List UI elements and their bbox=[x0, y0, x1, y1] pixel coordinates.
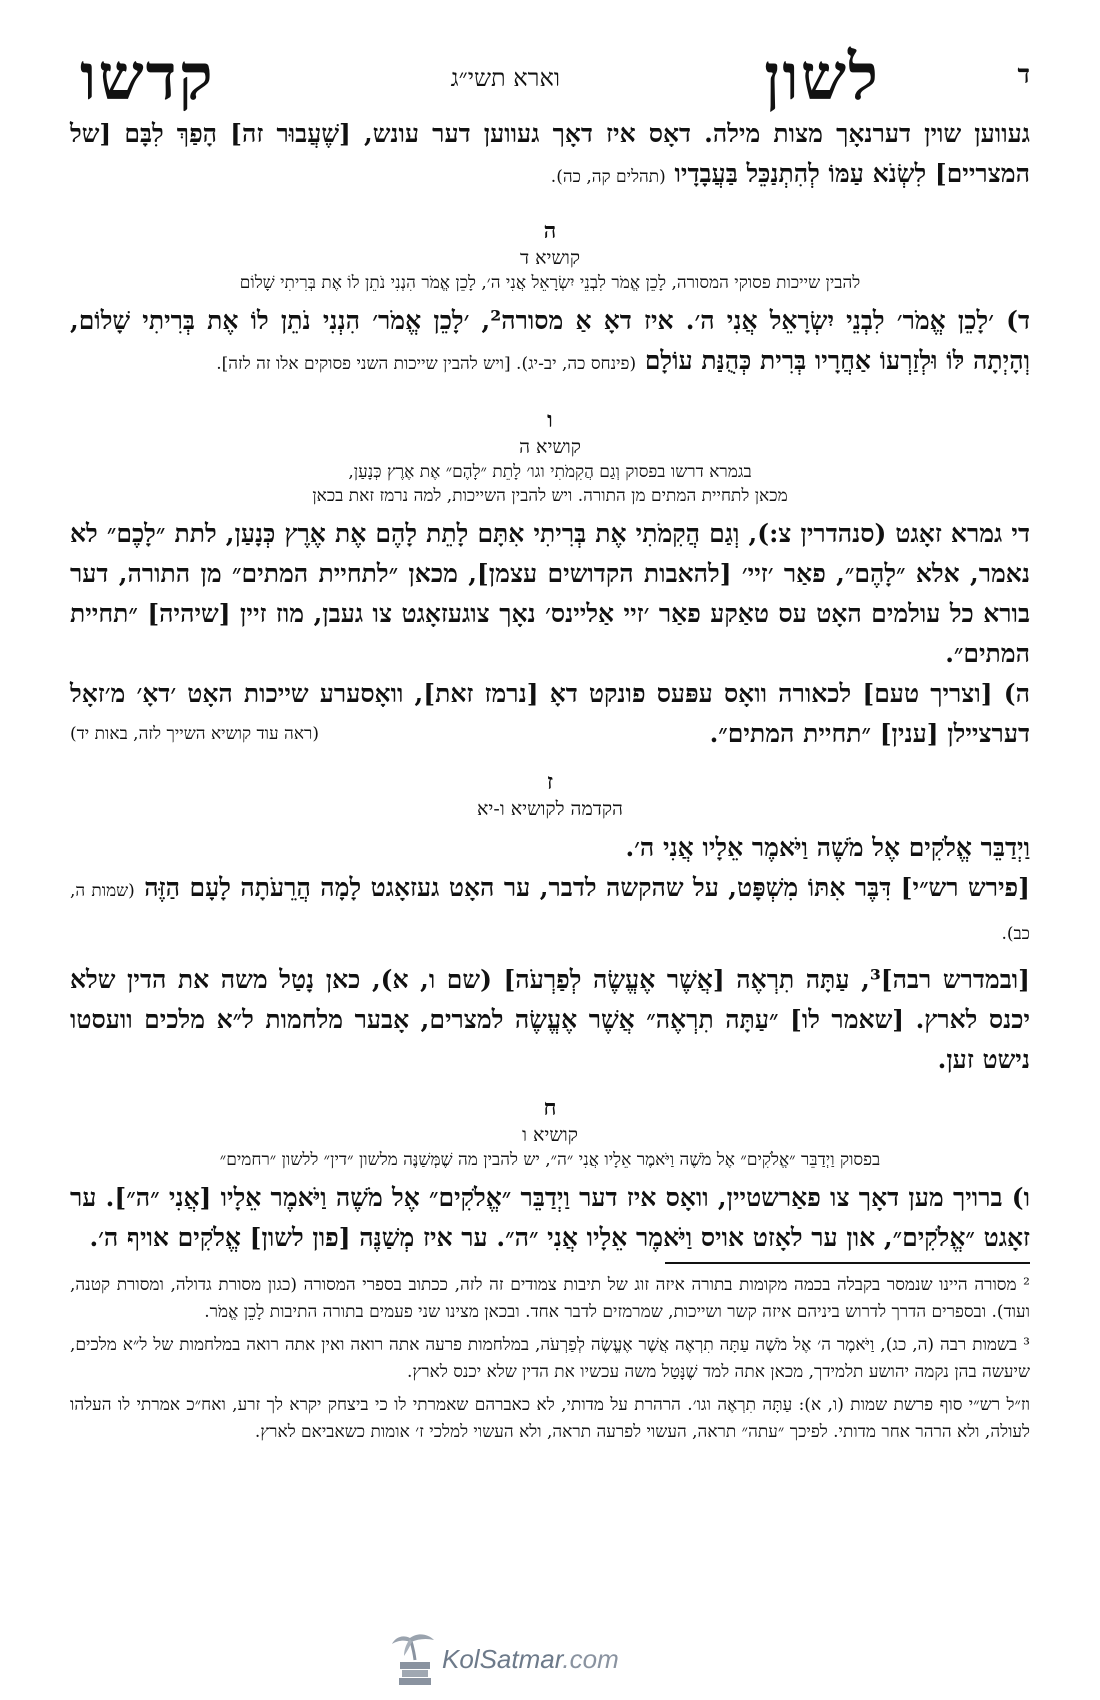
section-heading-h: ה קושיא ד להבין שייכות פסוקי המסורה, לָכֵן אֱמֹר לִבְנֵי יִשְׂרָאֵל אֲנִי ה׳, לָכֵן אֱמֹר הִנְנִי נֹתֵן לוֹ אֶת בְּרִיתִי שָׁלוֹם bbox=[239, 218, 861, 293]
footnote-rashi: וז״ל רש״י סוף פרשת שמות (ו, א): עַתָּה תִרְאֶה וגו׳. הרהרת על מדותי, לא כאברהם שאמרתי לו כי ביצחק יקרא לך זרע, ואח״כ אמרתי לו העלהו לעולה, ולא הרהר אחר מדותי. לפיכך ״עתה״ תראה, העשוי לפרעה תראה, ולא העשוי למלכי ז׳ אומות כשאביאם לארץ. bbox=[70, 1395, 1030, 1442]
page-number: ד bbox=[1017, 60, 1030, 90]
parsha-name: וארא תשי״ג bbox=[450, 64, 560, 92]
section-v-body: די גמרא זאָגט (סנהדרין צ:), וְגַם הֲקִמֹתִי אֶת בְּרִיתִי אִתָּם לָתֵת לָהֶם אֶת אֶרֶץ כְּנָעַן, לתת ״לָכֶם״ לא נאמר, אלא ״לָהֶם״, פאַר ׳זיי׳ [להאבות הקדושים עצמן], מכאן ״לתחיית המתים״ מן התורה, דער בורא כל עולמים האָט עס טאַקע פאַר ׳זיי אַליינס׳ נאָך צוגעזאָגט צו געבן, מוז זיין [שיהיה] ״תחיית המתים״. bbox=[70, 519, 1030, 668]
section-h-body: ד) ׳לָכֵן אֱמֹר׳ לִבְנֵי יִשְׂרָאֵל אֲנִי ה׳. איז דאָ אַ מסורה², ׳לָכֵן אֱמֹר׳ הִנְנִי נֹתֵן לוֹ אֶת בְּרִיתִי שָׁלוֹם, וְהָיְתָה לּוֹ וּלְזַרְעוֹ אַחֲרָיו בְּרִית כְּהֻנַּת עוֹלָם (פינחס כה, יב-יג). [ויש להבין שייכות השני פסוקים אלו זה לזה]. bbox=[70, 306, 1030, 375]
brand-name: KolSatmar bbox=[442, 1644, 563, 1674]
section-z-verse: וַיְדַבֵּר אֱלֹקִים אֶל מֹשֶׁה וַיֹּאמֶר אֵלָיו אֲנִי ה׳. bbox=[625, 833, 1030, 862]
footnote-2: ² מסורה היינו שנמסר בקבלה בכמה מקומות בתורה איזה זוג של תיבות צמודים זה לזה, ככתוב בספרי המסורה (כגון מסורת גדולה, ומסורת קטנה, ועוד). ובספרים הדרך לדרוש ביניהם איזה קשר ושייכות, שמרמזים לדבר אחד. ובכאן מצינו שני פעמים בתורה התיבות לָכֵן אֱמֹר. bbox=[70, 1275, 1030, 1322]
kolsatmar-watermark bbox=[390, 1630, 650, 1690]
footnote-3: ³ בשמות רבה (ה, כג), וַיֹּאמֶר ה׳ אֶל מֹשֶׁה עַתָּה תִרְאֶה אֲשֶׁר אֶעֱשֶׂה לְפַרְעֹה, במלחמות פרעה אתה רואה ואין אתה רואה במלחמות של ל״א מלכים, שיעשה בהן נקמה יהושע תלמידך, מכאן אתה למד שֶׁנָּטַל משה עכשיו את הדין שלא יכנס לארץ. bbox=[70, 1335, 1030, 1382]
page-body bbox=[70, 40, 1030, 1258]
section-z-body1: [פירש רש״י] דִּבֶּר אִתּוֹ מִשְׁפָּט, על שהקשה לדבר, ער האָט געזאָגט לָמָה הֲרֵעֹתָה לָעָם הַזֶּה (שמות ה, כב). bbox=[70, 873, 1030, 944]
intro-paragraph: געווען שוין דערנאָך מצות מילה. דאָס איז דאָך געווען דער עונש, [שֶׁעֲבוּר זה] הָפַךְ לִבָּם [של המצריים] לִשְׂנֹא עַמּוֹ לְהִתְנַכֵּל בַּעֲבָדָיו (תהלים קה, כה). bbox=[70, 119, 1030, 188]
brand-suffix: .com bbox=[562, 1644, 619, 1674]
section-heading-ch: ח קושיא ו בפסוק וַיְדַבֵּר ״אֱלֹקִים״ אֶל מֹשֶׁה וַיֹּאמֶר אֵלָיו אֲנִי ״ה״, יש להבין מה שֶׁמְּשַׁנֶּה מלשון ״דין״ ללשון ״רחמים״ bbox=[219, 1095, 881, 1170]
title-lashon: לשון bbox=[764, 40, 880, 115]
section-v-body2: ה) [וצריך טעם] לכאורה וואָס עפּעס פונקט דאָ [נרמז זאת], וואָסערע שייכות האָט ׳דאָ׳ מ׳זאָל דערציילן [ענין] ״תחיית המתים״. (ראה עוד קושיא השייך לזה, באות יד) bbox=[70, 674, 1030, 754]
footnote-divider bbox=[665, 1262, 1030, 1264]
palm-tree-books-icon bbox=[390, 1630, 440, 1688]
section-z-body2: [ובמדרש רבה]³, עַתָּה תִרְאֶה [אֲשֶׁר אֶעֱשֶׂה לְפַרְעֹה] (שם ו, א), כאן נָטַל משה את הדין שלא יכנס לארץ. [שאמר לו] ״עַתָּה תִרְאֶה״ אֲשֶׁר אֶעֱשֶׂה למצרים, אָבער מלחמות ל״א מלכים וועסטו נישט זען. bbox=[70, 965, 1031, 1074]
section-heading-v: ו קושיא ה בגמרא דרשו בפסוק וְגַם הֲקִמֹתִי וגו׳ לָתֵת ״לָהֶם״ אֶת אֶרֶץ כְּנָעַן, מכאן לתחיית המתים מן התורה. ויש להבין השייכות, למה נרמז זאת בכאן bbox=[312, 407, 788, 506]
intro-ref: (תהלים קה, כה). bbox=[550, 167, 666, 187]
title-kodsho: קדשו bbox=[80, 40, 215, 115]
cross-ref-note: (ראה עוד קושיא השייך לזה, באות יד) bbox=[70, 724, 320, 744]
page-header bbox=[70, 40, 1030, 115]
footnotes bbox=[70, 1272, 1030, 1452]
section-heading-z: ז הקדמה לקושיא ו-יא bbox=[477, 769, 623, 820]
section-ch-body: ו) ברויך מען דאָך צו פאַרשטיין, וואָס איז דער וַיְדַבֵּר ״אֱלֹקִים״ אֶל מֹשֶׁה וַיֹּאמֶר אֵלָיו [אֲנִי ״ה״]. ער זאָגט ״אֱלֹקִים״, און ער לאָזט אויס וַיֹּאמֶר אֵלָיו אֲנִי ״ה״. ער איז מְשַׁנֶּה [פון לשון] אֱלֹקִים אויף ה׳. bbox=[70, 1183, 1030, 1252]
